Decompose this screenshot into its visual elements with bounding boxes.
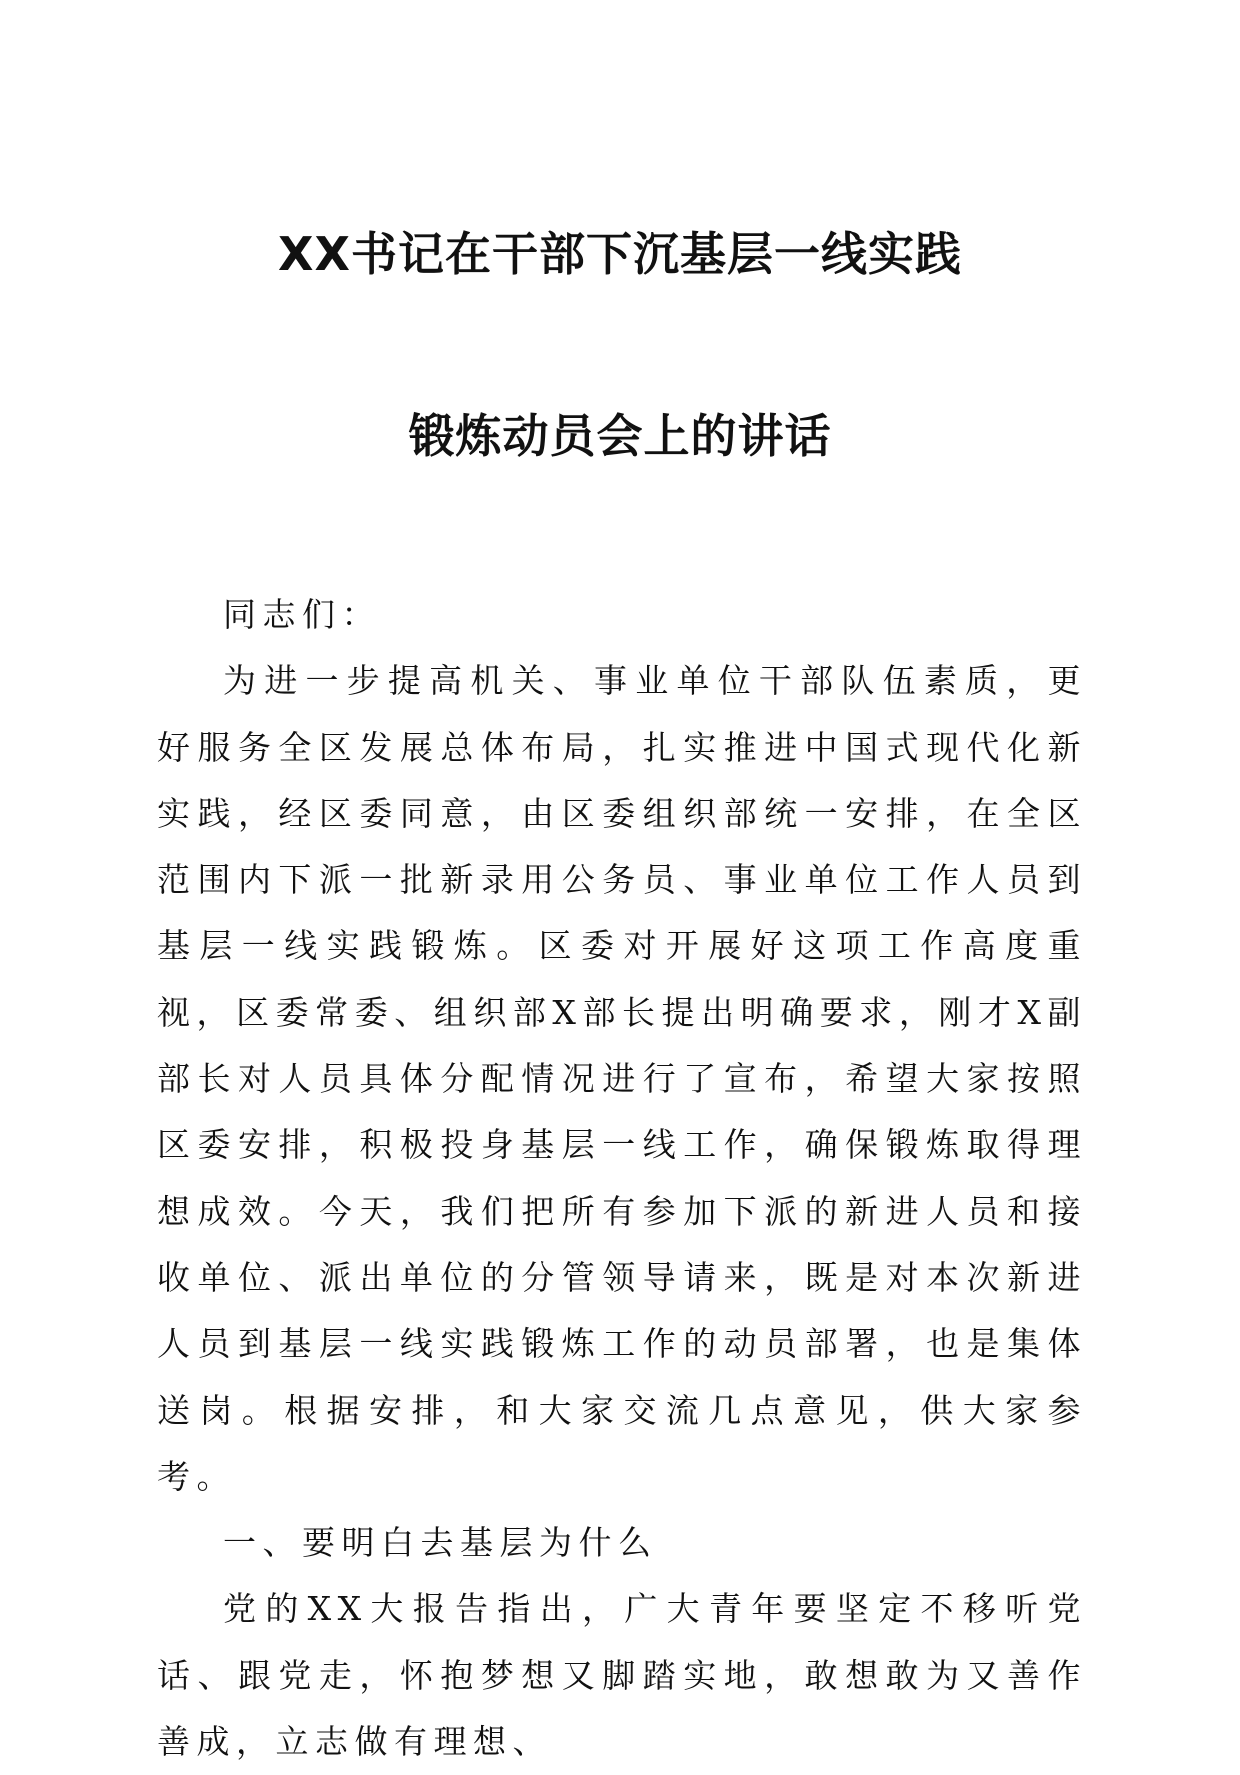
document-body <box>157 582 1087 1775</box>
document-title-line-2: 锻炼动员会上的讲话 <box>408 409 832 463</box>
document-title-line-1: XX书记在干部下沉基层一线实践 <box>278 227 962 281</box>
paragraph-section-1: 党的XX大报告指出，广大青年要坚定不移听党话、跟党走，怀抱梦想又脚踏实地，敢想敢为又善作善成，立志做有理想、 <box>157 1589 1087 1762</box>
salutation: 同志们： <box>223 595 381 634</box>
section-heading-1: 一、要明白去基层为什么 <box>223 1523 658 1563</box>
paragraph-intro: 为进一步提高机关、事业单位干部队伍素质，更好服务全区发展总体布局，扎实推进中国式现代化新实践，经区委同意，由区委组织部统一安排，在全区范围内下派一批新录用公务员、事业单位工作人员到基层一线实践锻炼。区委对开展好这项工作高度重视，区委常委、组织部X部长提出明确要求，刚才X副部长对人员具体分配情况进行了宣布，希望大家按照区委安排，积极投身基层一线工作，确保锻炼取得理想成效。今天，我们把所有参加下派的新进人员和接收单位、派出单位的分管领导请来，既是对本次新进人员到基层一线实践锻炼工作的动员部署，也是集体送岗。根据安排，和大家交流几点意见，供大家参考。 <box>157 661 1087 1496</box>
